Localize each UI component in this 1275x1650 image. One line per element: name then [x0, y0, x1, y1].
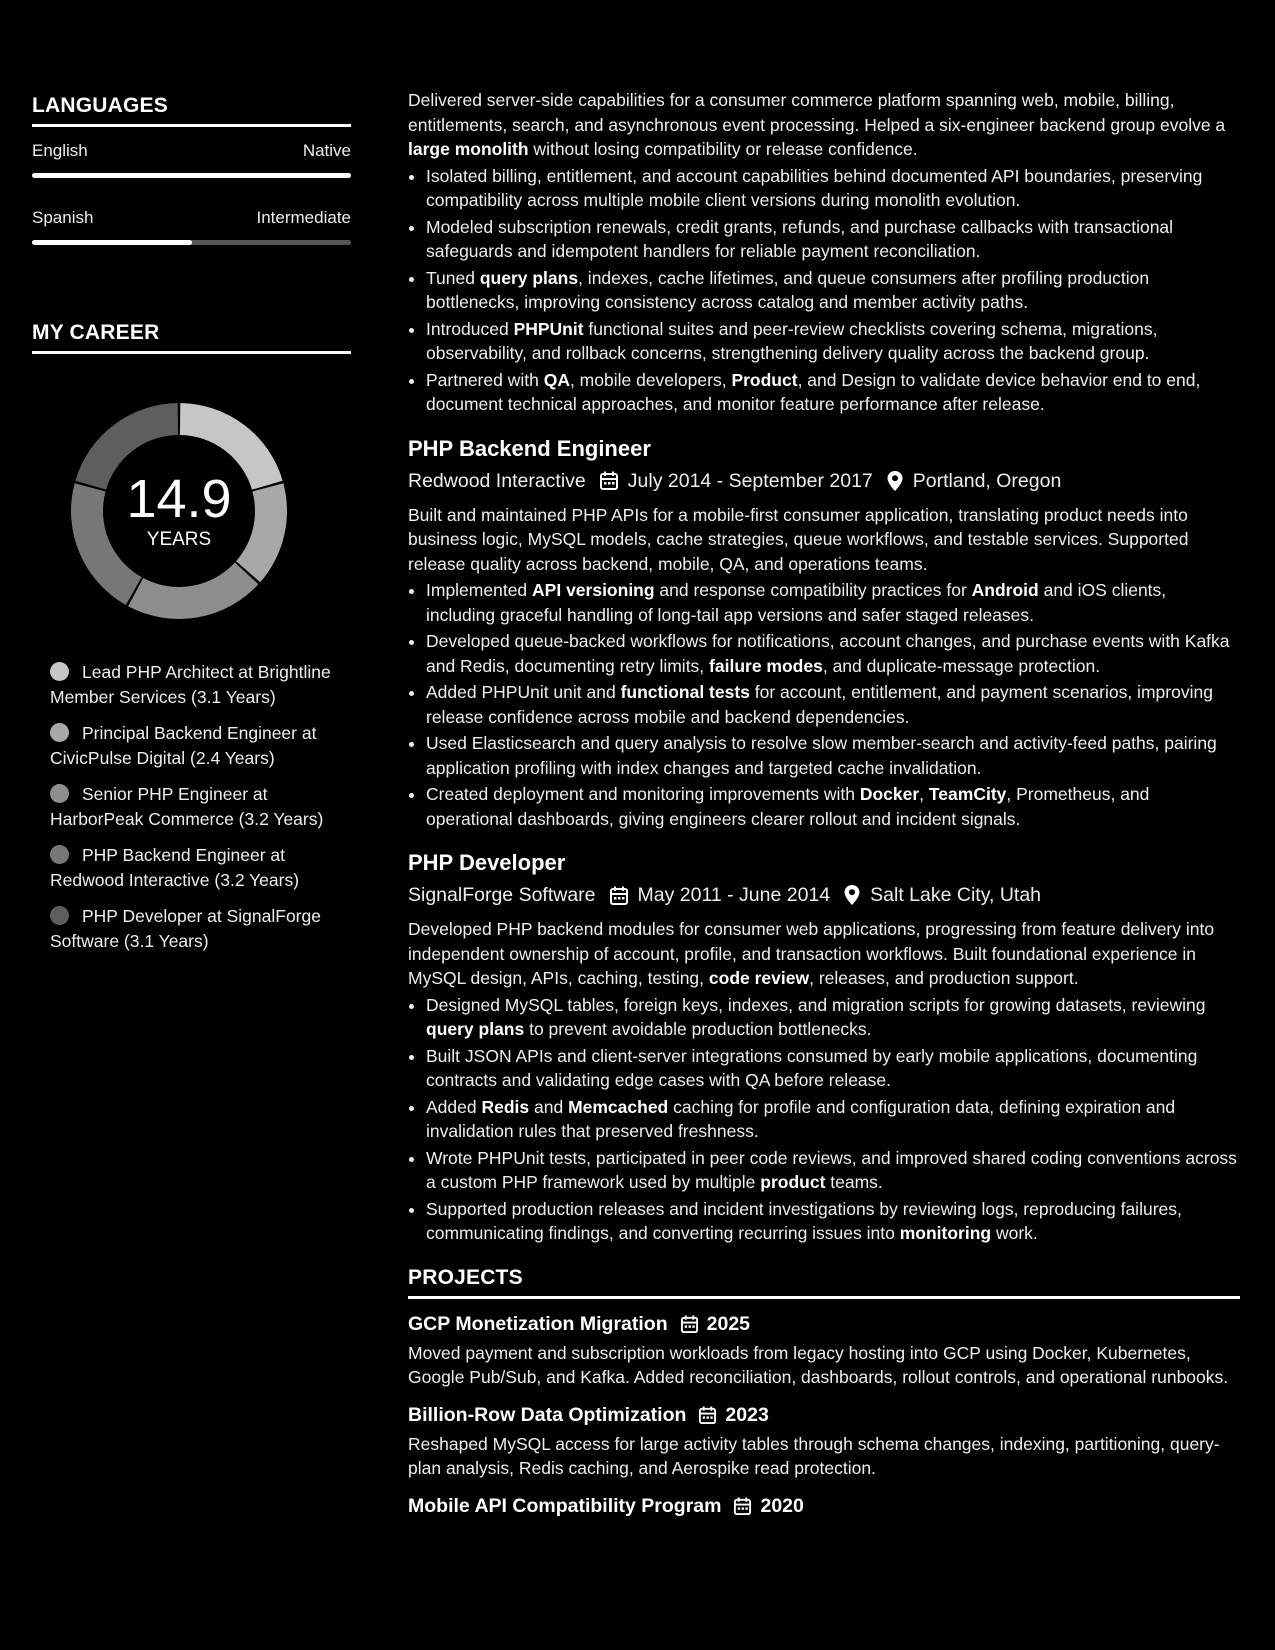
sidebar [32, 94, 351, 965]
calendar-icon [733, 1496, 752, 1516]
job-bullet: • Modeled subscription renewals, credit grants, refunds, and purchase callbacks with transactional safeguards and idempotent handlers for reliable payment reconciliation. [426, 215, 1240, 264]
projects-title: PROJECTS [408, 1266, 1240, 1299]
career-legend [50, 660, 335, 953]
job-location: Salt Lake City, Utah [870, 884, 1042, 906]
project-name: Mobile API Compatibility Program [408, 1494, 722, 1517]
career-legend-item [50, 782, 335, 831]
job-bullets [408, 993, 1240, 1246]
job-bullet: • Added PHPUnit unit and functional tests for account, entitlement, and payment scenarios, improving release confidence across mobile and backend dependencies. [426, 680, 1240, 729]
job-company: Redwood Interactive [408, 469, 586, 492]
career-legend-label: PHP Backend Engineer at Redwood Interactive (3.2 Years) [50, 845, 300, 890]
map-pin-icon [886, 470, 904, 492]
job-title: PHP Backend Engineer [408, 435, 651, 461]
job-summary: Delivered server-side capabilities for a consumer commerce platform spanning web, mobile, billing, entitlements, search, and asynchronous event processing. Helped a six-engineer backend group evolve a large monolith without losing compatibility or release confidence. [408, 90, 1226, 159]
language-proficiency-fill [32, 240, 192, 245]
career-legend-item [50, 904, 335, 953]
career-legend-item [50, 660, 335, 709]
job-entry [408, 849, 1240, 1246]
project-name: GCP Monetization Migration [408, 1312, 668, 1335]
job-bullet: • Introduced PHPUnit functional suites and peer-review checklists covering schema, migrations, observability, and rollback concerns, strengthening delivery quality across the backend group. [426, 317, 1240, 366]
job-bullet: • Tuned query plans, indexes, cache lifetimes, and queue consumers after profiling production bottlenecks, improving consistency across catalog and member activity paths. [426, 266, 1240, 315]
legend-dot-icon [50, 845, 69, 864]
job-dates: July 2014 - September 2017 [627, 469, 873, 492]
job-bullet: • Created deployment and monitoring improvements with Docker, TeamCity, Prometheus, and operational dashboards, giving engineers clearer rollout and incident signals. [426, 782, 1240, 831]
calendar-icon [599, 470, 619, 491]
project-year: 2020 [760, 1494, 804, 1517]
legend-dot-icon [50, 662, 69, 681]
career-legend-item [50, 721, 335, 770]
job-bullet: • Supported production releases and incident investigations by reviewing logs, reproducing failures, communicating findings, and converting recurring issues into monitoring work. [426, 1197, 1240, 1246]
career-legend-label: Senior PHP Engineer at HarborPeak Commerce (3.2 Years) [50, 784, 324, 829]
language-proficiency-fill [32, 173, 351, 178]
legend-dot-icon [50, 723, 69, 742]
project-item [408, 1402, 1240, 1481]
job-meta [408, 468, 1240, 494]
calendar-icon [609, 885, 629, 906]
project-item [408, 1311, 1240, 1390]
map-pin-icon [843, 884, 861, 906]
language-name: English [32, 141, 88, 160]
language-level: Native [302, 141, 351, 160]
job-title: PHP Developer [408, 850, 566, 875]
main-content [408, 88, 1240, 1523]
job-bullets [408, 164, 1240, 417]
language-proficiency-bar [32, 240, 351, 245]
job-bullet: • Wrote PHPUnit tests, participated in peer code reviews, and improved shared coding conventions across a custom PHP framework used by multiple product teams. [426, 1146, 1240, 1195]
job-location: Portland, Oregon [912, 469, 1062, 492]
project-description: Moved payment and subscription workloads from legacy hosting into GCP using Docker, Kubernetes, Google Pub/Sub, and Kafka. Added reconciliation, dashboards, rollout controls, and operational runbooks. [408, 1342, 1229, 1387]
project-item [408, 1493, 1240, 1519]
language-item [32, 141, 351, 178]
career-donut-chart [66, 398, 292, 624]
career-legend-label: PHP Developer at SignalForge Software (3.1 Years) [50, 906, 321, 951]
career-legend-item [50, 843, 335, 892]
job-company: SignalForge Software [408, 884, 596, 906]
career-total-years: 14.9 [126, 469, 232, 529]
project-name: Billion-Row Data Optimization [408, 1403, 687, 1426]
language-level: Intermediate [256, 208, 351, 227]
job-bullet: • Added Redis and Memcached caching for profile and configuration data, defining expiration and invalidation rules that preserved freshness. [426, 1095, 1240, 1144]
job-bullet: • Built JSON APIs and client-server integrations consumed by early mobile applications, documenting contracts and validating edge cases with QA before release. [426, 1044, 1240, 1093]
project-year: 2023 [725, 1403, 769, 1426]
calendar-icon [680, 1314, 699, 1334]
job-bullet: • Developed queue-backed workflows for notifications, account changes, and purchase events with Kafka and Redis, documenting retry limits, failure modes, and duplicate-message protection. [426, 629, 1240, 678]
job-entry [408, 435, 1240, 832]
job-bullet: • Partnered with QA, mobile developers, Product, and Design to validate device behavior end to end, document technical approaches, and monitor feature performance after release. [426, 368, 1240, 417]
job-summary: Developed PHP backend modules for consumer web applications, progressing from feature delivery into independent ownership of account, profile, and transaction workflows. Built foundational experience in MySQL design, APIs, caching, testing, code review, releases, and production support. [408, 919, 1215, 988]
language-proficiency-bar [32, 173, 351, 178]
project-description: Reshaped MySQL access for large activity tables through schema changes, indexing, partitioning, query-plan analysis, Redis caching, and Aerospike read protection. [408, 1433, 1220, 1478]
languages-title: LANGUAGES [32, 94, 351, 127]
career-title: MY CAREER [32, 321, 351, 354]
legend-dot-icon [50, 906, 69, 925]
career-legend-label: Lead PHP Architect at Brightline Member Services (3.1 Years) [50, 662, 331, 707]
legend-dot-icon [50, 784, 69, 803]
language-name: Spanish [32, 208, 94, 227]
job-bullet: • Implemented API versioning and response compatibility practices for Android and iOS clients, including graceful handling of long-tail app versions and safer staged releases. [426, 578, 1240, 627]
calendar-icon [698, 1405, 717, 1425]
project-year: 2025 [706, 1312, 751, 1335]
career-total-unit: YEARS [146, 529, 212, 550]
job-bullet: • Used Elasticsearch and query analysis to resolve slow member-search and activity-feed paths, pairing application profiling with index changes and targeted cache invalidation. [426, 731, 1240, 780]
job-bullets [408, 578, 1240, 831]
language-item [32, 208, 351, 245]
job-dates: May 2011 - June 2014 [637, 884, 831, 906]
job-bullet: • Isolated billing, entitlement, and account capabilities behind documented API boundaries, preserving compatibility across multiple mobile client versions during monolith evolution. [426, 164, 1240, 213]
career-legend-label: Principal Backend Engineer at CivicPulse Digital (2.4 Years) [50, 723, 317, 768]
job-meta [408, 882, 1240, 908]
job-bullet: • Designed MySQL tables, foreign keys, indexes, and migration scripts for growing datasets, reviewing query plans to prevent avoidable production bottlenecks. [426, 993, 1240, 1042]
job-summary: Built and maintained PHP APIs for a mobile-first consumer application, translating product needs into business logic, MySQL models, cache strategies, queue workflows, and testable services. Supported release quality across backend, mobile, QA, and operations teams. [408, 504, 1189, 574]
